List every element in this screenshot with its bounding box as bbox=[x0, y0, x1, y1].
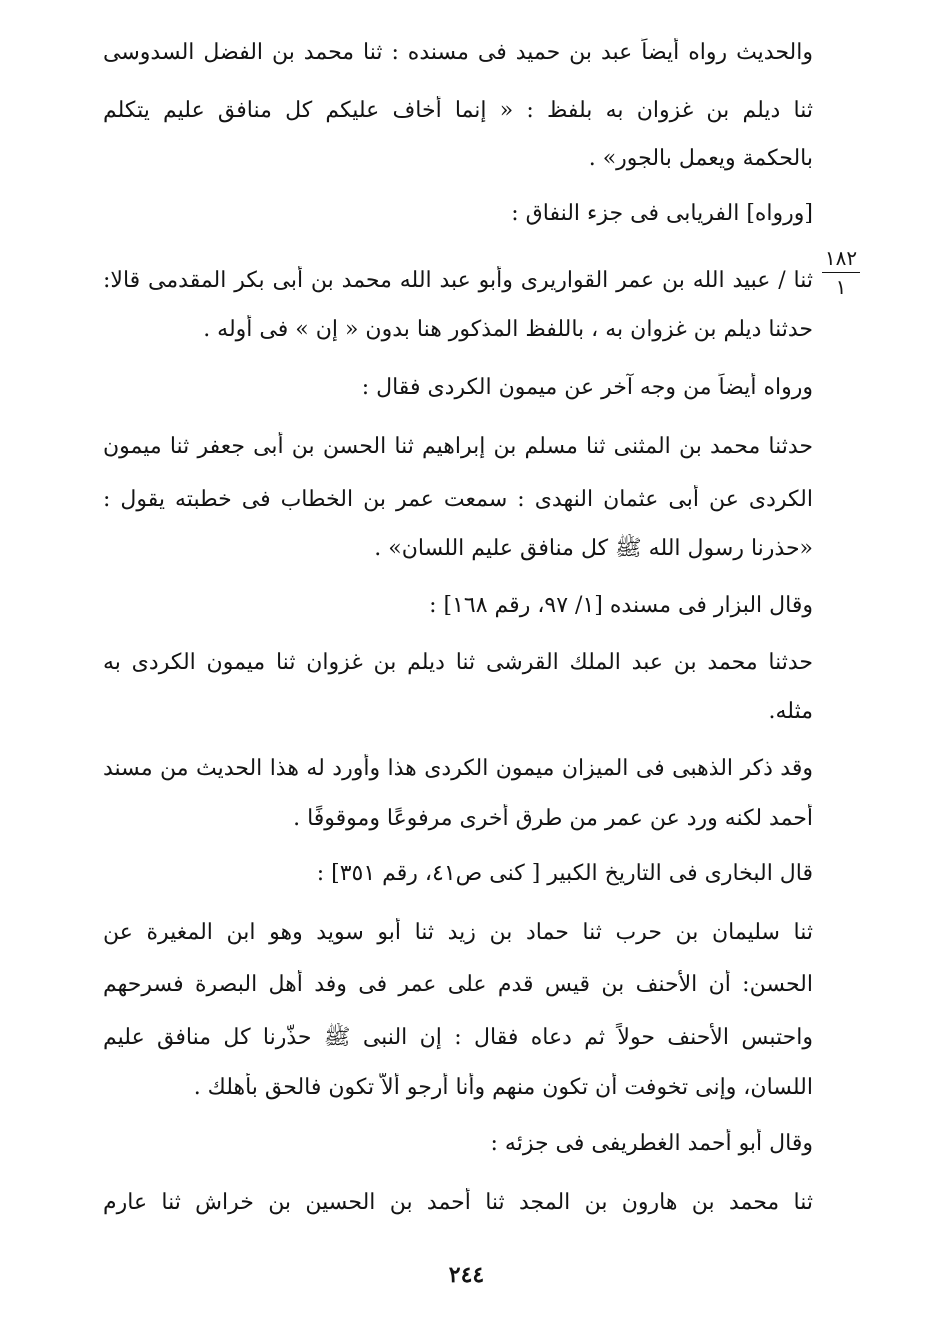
text-line: بالحكمة ويعمل بالجور» . bbox=[588, 146, 813, 171]
text-line: حدثنا محمد بن عبد الملك القرشى ثنا ديلم بن غزوان ثنا ميمون الكردى به bbox=[103, 650, 813, 675]
text-line: مثله. bbox=[768, 699, 813, 724]
text-line: «حذرنا رسول الله ﷺ كل منافق عليم اللسان» . bbox=[374, 536, 813, 561]
text-line: وقد ذكر الذهبى فى الميزان ميمون الكردى هذا وأورد له هذا الحديث من مسند bbox=[103, 756, 813, 781]
text-line: اللسان، وإنى تخوفت أن تكون منهم وأنا أرجو ألاّ تكون فالحق بأهلك . bbox=[193, 1075, 813, 1100]
text-line: والحديث رواه أيضاً عبد بن حميد فى مسنده : ثنا محمد بن الفضل السدوسى bbox=[103, 40, 813, 65]
text-line: حدثنا محمد بن المثنى ثنا مسلم بن إبراهيم ثنا الحسن بن أبى جعفر ثنا ميمون bbox=[103, 434, 813, 459]
text-line: وقال البزار فى مسنده [١/ ٩٧، رقم ١٦٨] : bbox=[429, 593, 813, 618]
margin-note-bottom: ١ bbox=[835, 275, 847, 299]
margin-rule bbox=[822, 272, 860, 273]
text-line: [ورواه] الفريابى فى جزء النفاق : bbox=[511, 201, 813, 226]
text-line: ورواه أيضاً من وجه آخر عن ميمون الكردى فقال : bbox=[361, 375, 813, 400]
text-line: حدثنا ديلم بن غزوان به ، باللفظ المذكور هنا بدون « إن » فى أوله . bbox=[203, 317, 813, 342]
page-number: ٢٤٤ bbox=[448, 1262, 485, 1288]
text-line: قال البخارى فى التاريخ الكبير [ كنى ص٤١، رقم ٣٥١] : bbox=[316, 861, 813, 886]
text-line: ثنا ديلم بن غزوان به بلفظ : « إنما أخاف عليكم كل منافق عليم يتكلم bbox=[103, 98, 813, 123]
margin-note-top: ١٨٢ bbox=[824, 246, 858, 270]
text-line: ثنا / عبيد الله بن عمر القواريرى وأبو عبد الله محمد بن أبى بكر المقدمى قالا: bbox=[103, 268, 813, 293]
text-line: الحسن: أن الأحنف بن قيس قدم على عمر فى وفد أهل البصرة فسرحهم bbox=[103, 972, 813, 997]
text-line: الكردى عن أبى عثمان النهدى : سمعت عمر بن الخطاب فى خطبته يقول : bbox=[103, 487, 813, 512]
text-line: أحمد لكنه ورد عن عمر من طرق أخرى مرفوعًا وموقوفًا . bbox=[293, 806, 813, 831]
text-line: ثنا سليمان بن حرب ثنا حماد بن زيد ثنا أبو سويد وهو ابن المغيرة عن bbox=[103, 920, 813, 945]
text-line: واحتبس الأحنف حولاً ثم دعاه فقال : إن النبى ﷺ حذّرنا كل منافق عليم bbox=[103, 1025, 813, 1050]
text-line: ثنا محمد بن هارون بن المجد ثنا أحمد بن الحسين بن خراش ثنا عارم bbox=[103, 1190, 813, 1215]
text-line: وقال أبو أحمد الغطريفى فى جزئه : bbox=[490, 1131, 813, 1156]
margin-note bbox=[818, 246, 864, 299]
